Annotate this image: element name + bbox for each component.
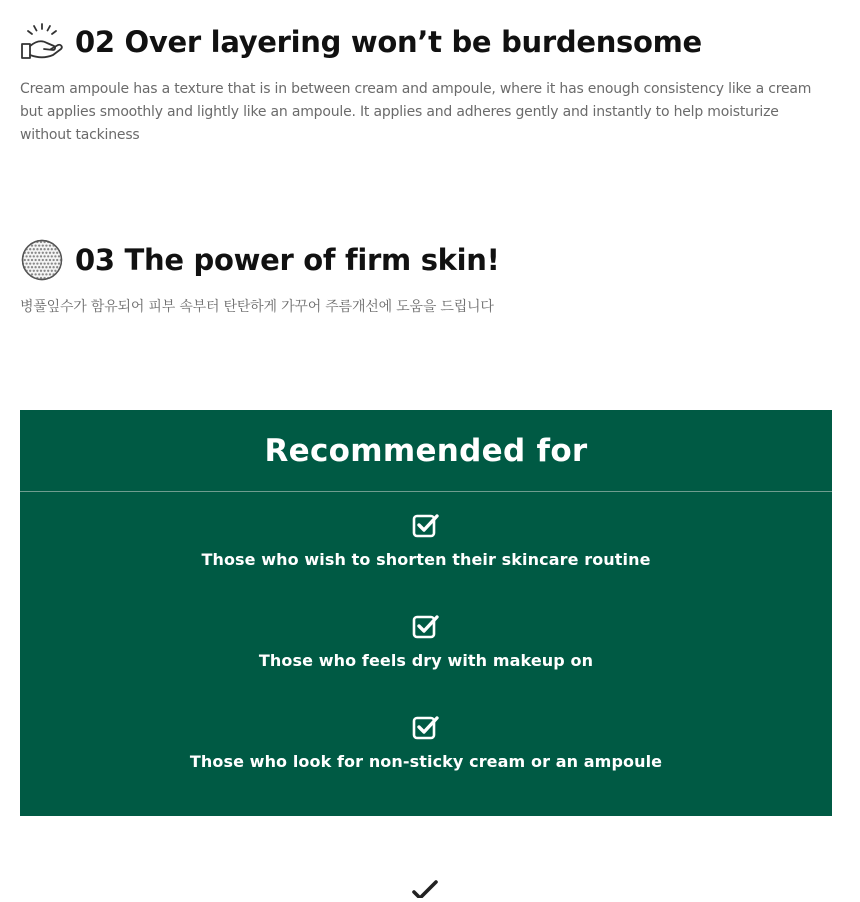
feature-description: Cream ampoule has a texture that is in between cream and ampoule, where it has enough consistency like a cream but applies smoothly and lightly like an ampoule. It applies and adheres gently and instantly to help moisturize without tackiness [20,81,812,143]
recommended-header [20,410,832,492]
mesh-sphere-icon [20,238,64,282]
list-item [20,512,832,613]
checkbox-checked-icon [412,714,440,740]
list-item-text: Those who wish to shorten their skincare routine [201,550,651,569]
recommended-list [20,492,832,815]
checkbox-checked-icon [412,512,440,538]
list-item [20,714,832,815]
checkbox-checked-icon [412,613,440,639]
list-item-text: Those who look for non-sticky cream or an ampoule [189,752,663,771]
feature-section-layering [20,20,832,147]
recommended-panel [20,410,832,816]
feature-title: 03 The power of firm skin! [75,243,500,277]
recommended-title: Recommended for [264,432,588,469]
feature-section-firm-skin [20,238,832,319]
feature-heading [20,238,832,282]
checkmark-icon [410,878,440,898]
feature-heading [20,20,832,64]
list-item [20,613,832,714]
hand-icon [20,20,64,64]
feature-title: 02 Over layering won’t be burdensome [75,25,702,59]
list-item-text: Those who feels dry with makeup on [258,651,594,670]
feature-description: 병풀잎수가 함유되어 피부 속부터 탄탄하게 가꾸어 주름개선에 도움을 드립니다 [20,299,494,315]
